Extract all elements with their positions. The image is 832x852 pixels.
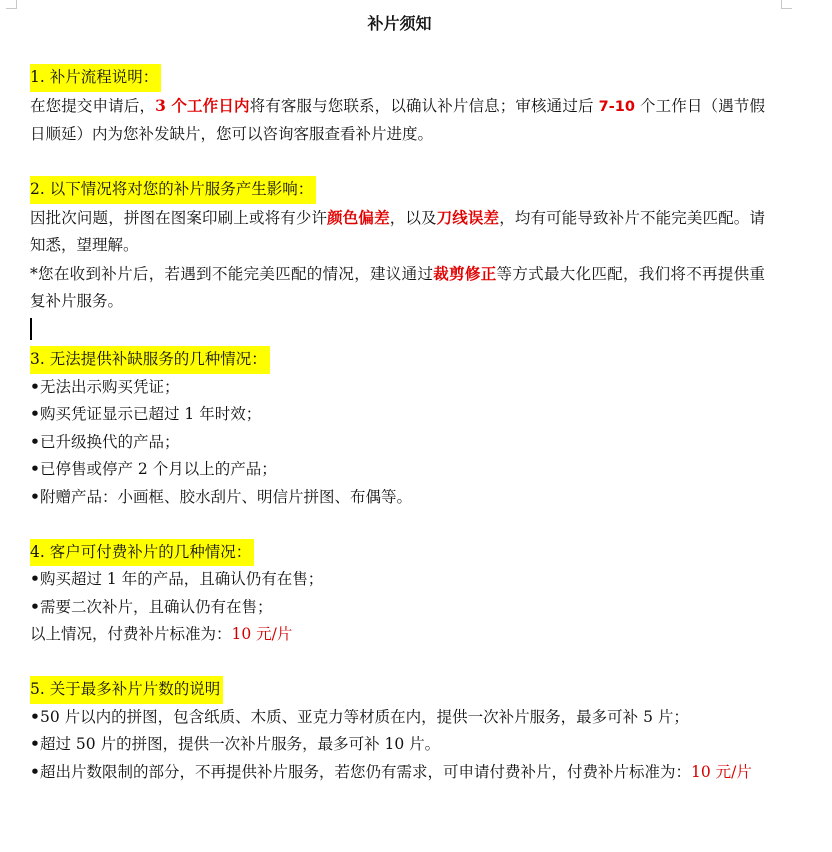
highlight-color-deviation: 颜色偏差 xyxy=(327,207,390,227)
text-cursor xyxy=(30,318,32,340)
list-item-text: 购买超过 1 年的产品，且确认仍有在售； xyxy=(40,570,324,588)
text-run: 因批次问题，拼图在图案印刷上或将有少许 xyxy=(30,208,328,227)
list-item xyxy=(30,704,765,732)
list-item-text: 超出片数限制的部分，不再提供补片服务，若您仍有需求，可申请付费补片，付费补片标准为： xyxy=(40,762,692,781)
bullet-icon: • xyxy=(30,707,40,726)
section-4 xyxy=(30,539,765,649)
bullet-icon: • xyxy=(30,487,40,506)
text-run: *您在收到补片后，若遇到不能完美匹配的情况，建议通过 xyxy=(30,264,434,283)
section-1-heading: 1. 补片流程说明： xyxy=(30,64,161,92)
section-2-paragraph-2 xyxy=(30,260,765,316)
highlight-delivery-days: 7-10 xyxy=(598,98,635,115)
list-item xyxy=(30,484,765,512)
list-item-text: 无法出示购买凭证； xyxy=(40,377,180,396)
section-2 xyxy=(30,176,765,316)
text-run: 个工作日（遇节假日顺延）内为您补发缺片，您可以咨询客服查看补片进度。 xyxy=(30,96,765,143)
bullet-icon: • xyxy=(30,432,40,451)
section-2-heading: 2. 以下情况将对您的补片服务产生影响： xyxy=(30,176,316,204)
list-item xyxy=(30,401,765,429)
section-3-heading: 3. 无法提供补缺服务的几种情况： xyxy=(30,346,270,374)
section-3 xyxy=(30,346,765,511)
bullet-icon: • xyxy=(30,377,40,396)
text-run: ，以及 xyxy=(389,208,437,227)
bullet-icon: • xyxy=(30,405,40,423)
section-5 xyxy=(30,676,765,786)
bullet-icon: • xyxy=(30,597,40,616)
section-5-heading: 5. 关于最多补片片数的说明 xyxy=(30,676,223,704)
list-item xyxy=(30,759,765,787)
section-1-paragraph xyxy=(30,92,765,149)
section-4-heading: 4. 客户可付费补片的几种情况： xyxy=(30,539,254,567)
empty-line[interactable] xyxy=(30,316,765,344)
fee-value: 10 元/片 xyxy=(691,762,752,781)
highlight-trim-fix: 裁剪修正 xyxy=(433,263,497,283)
fee-line xyxy=(30,621,765,649)
text-run: ，均有可能导致补片不能完美匹配。请知悉，望理解。 xyxy=(30,208,765,254)
page-corner-mark-left xyxy=(6,0,17,9)
highlight-days: 3 个工作日内 xyxy=(155,95,250,115)
highlight-cut-error: 刀线误差 xyxy=(436,207,500,227)
document-body[interactable] xyxy=(30,10,765,786)
bullet-icon: • xyxy=(30,570,40,588)
text-run: 将有客服与您联系，以确认补片信息；审核通过后 xyxy=(249,96,599,115)
bullet-icon: • xyxy=(30,460,40,478)
list-item-text: 需要二次补片，且确认仍有在售； xyxy=(40,597,273,616)
list-item xyxy=(30,566,765,594)
text-run: 在您提交申请后， xyxy=(30,96,156,115)
list-item xyxy=(30,374,765,402)
text-run: 等方式最大化匹配，我们将不再提供重复补片服务。 xyxy=(30,264,765,310)
bullet-icon: • xyxy=(30,762,40,781)
list-item xyxy=(30,429,765,457)
list-item xyxy=(30,594,765,622)
list-item-text: 50 片以内的拼图，包含纸质、木质、亚克力等材质在内，提供一次补片服务，最多可补 5 片； xyxy=(40,707,689,726)
fee-label: 以上情况，付费补片标准为： xyxy=(30,625,232,643)
document-title: 补片须知 xyxy=(367,14,432,33)
list-item xyxy=(30,731,765,759)
list-item-text: 已停售或停产 2 个月以上的产品； xyxy=(40,460,277,478)
section-1 xyxy=(30,64,765,149)
list-item-text: 购买凭证显示已超过 1 年时效； xyxy=(40,405,262,423)
list-item xyxy=(30,456,765,484)
bullet-icon: • xyxy=(30,735,40,753)
section-2-paragraph-1 xyxy=(30,204,765,260)
page-corner-mark-right xyxy=(781,0,792,9)
list-item-text: 附赠产品：小画框、胶水刮片、明信片拼图、布偶等。 xyxy=(40,487,413,506)
fee-value: 10 元/片 xyxy=(231,625,293,643)
list-item-text: 已升级换代的产品； xyxy=(40,432,180,451)
list-item-text: 超过 50 片的拼图，提供一次补片服务，最多可补 10 片。 xyxy=(40,735,441,753)
